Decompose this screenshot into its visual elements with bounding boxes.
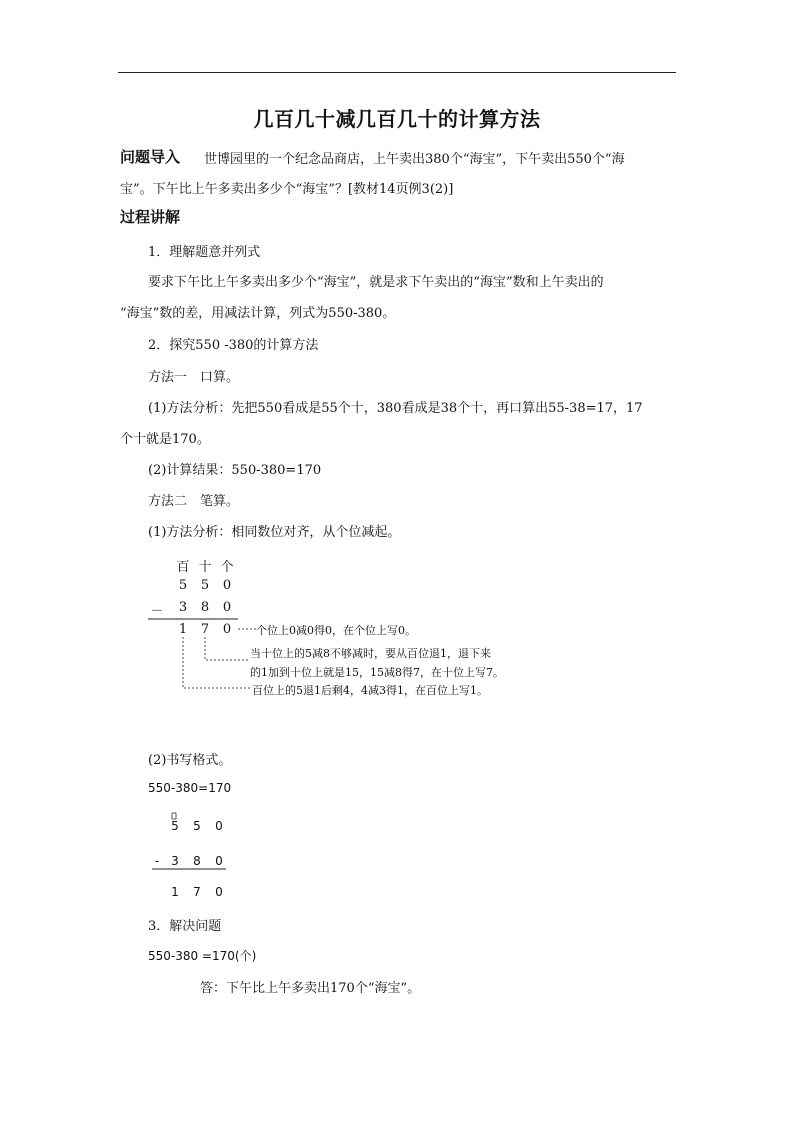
method1-analysis-line-1: (1)方法分析：先把550看成是55个十，380看成是38个十，再口算出55-38=17，17: [148, 401, 643, 416]
format-result-hundreds: 1: [171, 885, 179, 899]
subtrahend-ones: 0: [222, 600, 232, 615]
method1-analysis-line-2: 个十就是170。: [120, 432, 210, 447]
step3-heading: 3．解决问题: [148, 919, 222, 934]
format-minuend-tens: 5: [193, 819, 201, 833]
format-equation: 550-380=170: [148, 781, 232, 795]
minuend-hundreds: 5: [178, 578, 188, 593]
minus-sign: －: [150, 604, 164, 619]
intro-line-1: 世博园里的一个纪念品商店，上午卖出380个“海宝”，下午卖出550个“海: [204, 152, 625, 167]
method1-title: 方法一 口算。: [148, 370, 240, 385]
minuend-tens: 5: [200, 578, 210, 593]
result-ones: 0: [222, 622, 232, 637]
note-ones: 个位上0减0得0，在个位上写0。: [256, 624, 416, 637]
format-subtrahend-ones: 0: [215, 854, 223, 868]
step3-equation: 550-380 =170(个): [148, 949, 257, 963]
subtrahend-tens: 8: [200, 600, 210, 615]
note-hundreds: 百位上的5退1后剩4，4减3得1，在百位上写1。: [252, 684, 488, 697]
place-header-tens: 十: [198, 560, 212, 575]
result-tens: 7: [200, 622, 210, 637]
method1-result: (2)计算结果：550-380=170: [148, 463, 322, 478]
minuend-ones: 0: [222, 578, 232, 593]
format-result-tens: 7: [193, 885, 201, 899]
format-result-ones: 0: [215, 885, 223, 899]
process-heading: 过程讲解: [120, 208, 181, 226]
format-heading: (2)书写格式。: [148, 753, 232, 768]
intro-line-2: 宝”。下午比上午多卖出多少个“海宝”？[教材14页例3(2)]: [120, 182, 454, 197]
page-title: 几百几十减几百几十的计算方法: [253, 107, 541, 131]
result-hundreds: 1: [178, 622, 188, 637]
step2-heading: 2．探究550 -380的计算方法: [148, 338, 319, 353]
step1-line-1: 要求下午比上午多卖出多少个“海宝”，就是求下午卖出的“海宝”数和上午卖出的: [148, 275, 604, 290]
format-minuend-hundreds: 5: [171, 819, 179, 833]
format-subtrahend-tens: 8: [193, 854, 201, 868]
step3-answer: 答：下午比上午多卖出170个“海宝”。: [200, 981, 421, 996]
place-header-hundreds: 百: [176, 560, 190, 575]
method2-title: 方法二 笔算。: [148, 494, 240, 509]
step1-line-2: “海宝”数的差，用减法计算，列式为550-380。: [120, 306, 396, 321]
note-tens-line-2: 的1加到十位上就是15，15减8得7，在十位上写7。: [250, 666, 504, 679]
step1-heading: 1．理解题意并列式: [148, 245, 261, 260]
intro-label: 问题导入: [120, 148, 181, 166]
note-tens-line-1: 当十位上的5减8不够减时，要从百位退1，退下来: [250, 647, 491, 660]
method2-analysis: (1)方法分析：相同数位对齐，从个位减起。: [148, 525, 401, 540]
format-minus-sign: -: [154, 854, 160, 868]
format-minuend-ones: 0: [215, 819, 223, 833]
borrow-mark: [172, 813, 176, 819]
place-header-ones: 个: [220, 560, 234, 575]
subtrahend-hundreds: 3: [178, 600, 188, 615]
format-subtrahend-hundreds: 3: [171, 854, 179, 868]
